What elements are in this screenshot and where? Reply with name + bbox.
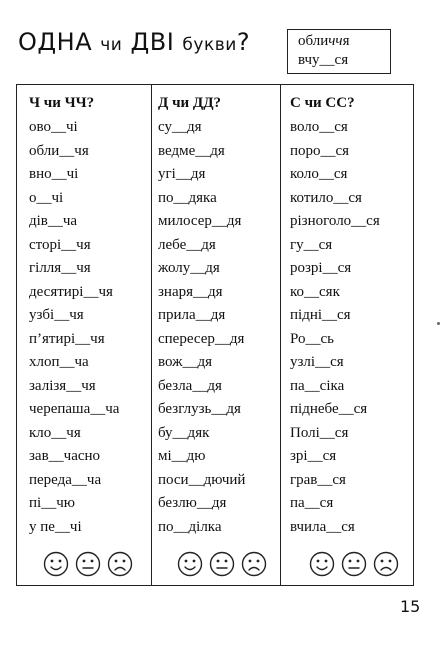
column-divider-2 — [280, 85, 281, 585]
word-item: розрі__ся — [290, 260, 352, 276]
word-item: грав__ся — [290, 471, 346, 488]
word-item: узбі__чя — [29, 307, 84, 323]
title-word-dvi: ДВІ — [130, 28, 175, 56]
word-item: різноголо__ся — [290, 213, 380, 229]
word-item: угі__дя — [158, 166, 206, 182]
smiley-sad-icon[interactable] — [373, 551, 399, 577]
title-question-mark: ? — [236, 28, 251, 56]
word-item: узлі__ся — [290, 354, 344, 370]
word-item: гілля__чя — [29, 260, 91, 276]
word-item: па__сіка — [290, 377, 345, 394]
word-item: вож__дя — [158, 354, 213, 370]
column-header-d: Д чи ДД? — [158, 95, 222, 111]
word-item: о__чі — [29, 189, 64, 206]
smiley-sad-icon[interactable] — [241, 551, 267, 577]
word-item: вно__чі — [29, 166, 79, 182]
word-item: піднебе__ся — [290, 401, 368, 417]
word-item: дів__ча — [29, 213, 78, 229]
title-word-chy: чи — [100, 35, 123, 55]
page-title — [18, 28, 250, 56]
exercise-table — [16, 84, 414, 586]
word-item: вчила__ся — [290, 518, 355, 535]
word-item: безлю__дя — [158, 495, 227, 511]
column-header-s: С чи СС? — [290, 95, 355, 111]
word-item: кло__чя — [29, 424, 81, 441]
smiley-happy-icon[interactable] — [177, 551, 203, 577]
title-word-odna: ОДНА — [18, 28, 93, 56]
self-assessment-faces-3 — [309, 551, 399, 577]
word-item: сторі__чя — [29, 236, 91, 253]
word-list-s — [290, 116, 410, 539]
smiley-neutral-icon[interactable] — [209, 551, 235, 577]
word-item: су__дя — [158, 119, 202, 135]
smiley-happy-icon[interactable] — [309, 551, 335, 577]
word-item: Ро__сь — [290, 330, 334, 347]
column-divider-1 — [151, 85, 152, 585]
word-item: Полі__ся — [290, 424, 349, 441]
word-item: зав__часно — [29, 448, 101, 464]
word-item: у пе__чі — [29, 518, 82, 535]
word-item: ко__сяк — [290, 283, 340, 300]
word-item: знаря__дя — [158, 283, 223, 300]
word-item: ведме__дя — [158, 142, 225, 159]
word-item: коло__ся — [290, 166, 348, 182]
example-line-1-start: обли — [298, 33, 329, 49]
word-item: мі__дю — [158, 448, 206, 464]
word-item: хлоп__ча — [29, 354, 89, 370]
example-box — [287, 29, 391, 74]
example-line-1-end: я — [342, 33, 350, 49]
word-item: п’ятирі__чя — [29, 330, 105, 347]
word-item: переда__ча — [29, 471, 102, 488]
word-item: пі__чю — [29, 495, 75, 511]
word-list-d — [158, 116, 278, 539]
word-item: безла__дя — [158, 377, 222, 394]
word-item: по__дяка — [158, 189, 217, 206]
word-item: підні__ся — [290, 307, 351, 323]
scan-speck — [437, 322, 440, 325]
word-item: па__ся — [290, 495, 334, 511]
word-item: залізя__чя — [29, 377, 96, 394]
self-assessment-faces-1 — [43, 551, 133, 577]
word-item: поси__дючий — [158, 471, 246, 488]
smiley-happy-icon[interactable] — [43, 551, 69, 577]
word-item: бу__дяк — [158, 424, 210, 441]
word-item: воло__ся — [290, 119, 348, 135]
column-d — [158, 93, 278, 539]
smiley-neutral-icon[interactable] — [341, 551, 367, 577]
word-item: по__ділка — [158, 518, 222, 535]
word-item: ово__чі — [29, 119, 78, 135]
example-line-1 — [298, 32, 390, 51]
column-header-ch: Ч чи ЧЧ? — [29, 95, 95, 111]
self-assessment-faces-2 — [177, 551, 267, 577]
title-word-bukvy: букви — [182, 35, 237, 55]
smiley-neutral-icon[interactable] — [75, 551, 101, 577]
word-item: зрі__ся — [290, 448, 337, 464]
word-item: жолу__дя — [158, 260, 220, 276]
word-item: поро__ся — [290, 142, 350, 159]
word-list-ch — [29, 116, 147, 539]
word-item: спересер__дя — [158, 330, 245, 347]
column-ch — [29, 93, 147, 539]
example-line-1-emphasis: чч — [328, 33, 343, 49]
page-number: 15 — [400, 597, 421, 616]
word-item: милосер__дя — [158, 213, 242, 229]
word-item: десятирі__чя — [29, 283, 113, 300]
smiley-sad-icon[interactable] — [107, 551, 133, 577]
example-line-2: вчу__ся — [298, 52, 349, 68]
word-item: котило__ся — [290, 189, 362, 206]
word-item: безглузь__дя — [158, 401, 241, 417]
column-s — [290, 93, 410, 539]
word-item: лебе__дя — [158, 236, 216, 253]
word-item: прила__дя — [158, 307, 226, 323]
word-item: обли__чя — [29, 142, 89, 159]
word-item: черепаша__ча — [29, 401, 120, 417]
word-item: гу__ся — [290, 236, 333, 253]
